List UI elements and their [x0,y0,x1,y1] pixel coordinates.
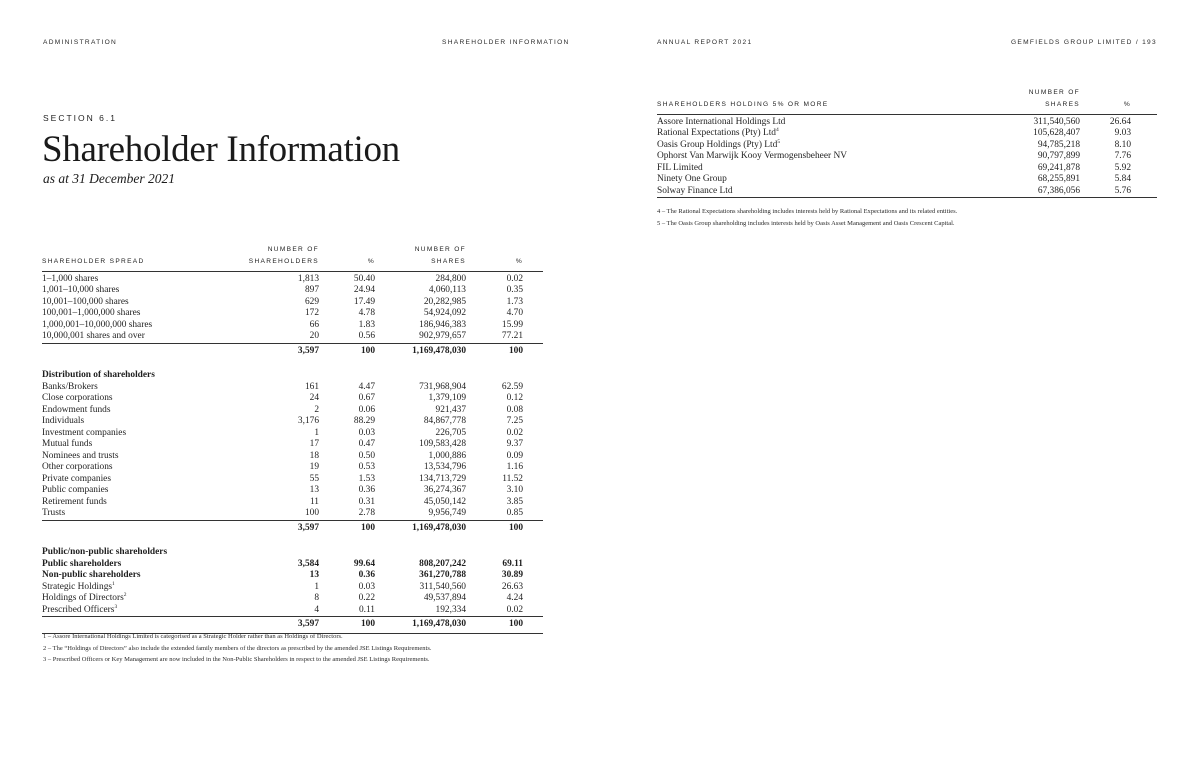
row-label: Investment companies [42,427,127,438]
footnote-marker: 5 [777,138,781,145]
row-value: 26.63 [501,581,523,592]
table-row [42,331,543,343]
row-value: 54,924,092 [423,308,466,318]
row-label: 1,000,001–10,000,000 shares [42,319,153,330]
table-row [42,582,543,594]
footnote-marker: 3 [114,603,118,610]
row-value: 226,705 [435,427,466,438]
running-header-report: ANNUAL REPORT 2021 [657,39,753,46]
row-value: 13 [309,485,319,495]
total-value: 100 [319,617,375,634]
row-value: 0.85 [506,508,523,518]
table-row [42,508,543,520]
table-row [657,117,1157,129]
row-value: 1,813 [297,273,319,284]
table-row [42,451,543,463]
row-value: 20,282,985 [423,296,466,307]
row-label: 100,001–1,000,000 shares [42,308,141,318]
row-value: 8 [314,593,319,603]
table-row [42,274,543,286]
row-label-text: Strategic Holdings [42,581,113,592]
row-label: Other corporations [42,462,113,472]
shareholder-spread-table [42,244,543,634]
row-value: 1.73 [506,296,523,307]
table-row [657,151,1157,163]
total-value: 3,597 [242,520,319,536]
row-value: 0.02 [506,427,523,438]
shareholder-name [657,186,1000,198]
row-value: 629 [304,296,319,307]
row-value: 0.22 [358,593,375,603]
page-subtitle: as at 31 December 2021 [43,171,175,186]
table-row [657,128,1157,140]
shareholder-name [657,151,1000,163]
total-value: 1,169,478,030 [375,520,466,536]
row-value: 69.11 [502,558,523,569]
row-value: 84,867,778 [423,416,466,426]
total-value: 100 [466,520,543,536]
total-value: 3,597 [242,617,319,634]
holders-footnotes [657,206,957,229]
row-value: 186,946,383 [419,319,466,330]
row-value: 11.52 [502,473,523,484]
row-value: 0.53 [358,462,375,472]
row-value: 1,379,109 [428,393,466,403]
row-label: Mutual funds [42,439,93,449]
row-value: 17.49 [353,296,375,307]
running-header-section: SHAREHOLDER INFORMATION [442,39,570,46]
major-shareholders-table [657,87,1157,198]
total-value: 1,169,478,030 [375,343,466,359]
row-label-text: Prescribed Officers [42,604,115,615]
row-label: Individuals [42,416,85,426]
page-title: Shareholder Information [42,129,400,170]
total-row [42,520,543,536]
row-label: Retirement funds [42,496,107,507]
row-value: 361,270,788 [419,570,466,580]
row-value: 0.02 [506,604,523,615]
shares-value: 105,628,407 [1033,128,1080,138]
table-row [42,297,543,309]
table-row [42,320,543,332]
shareholder-name-text: Rational Expectations (Pty) Ltd [657,128,776,138]
shareholder-name [657,128,1000,140]
shareholder-name [657,163,1000,175]
header-percent: % [367,257,375,265]
row-value: 0.56 [358,331,375,341]
total-label-empty [42,343,242,359]
row-value: 0.36 [358,570,375,580]
row-label: 1–1,000 shares [42,273,99,284]
row-value: 3,176 [297,416,319,426]
row-label: 10,001–100,000 shares [42,296,129,307]
row-value: 0.08 [506,404,523,415]
table-row [42,428,543,440]
total-value: 100 [319,343,375,359]
row-value: 4.70 [506,308,523,318]
row-value: 99.64 [353,558,375,569]
table-row [42,462,543,474]
header-number-of: NUMBER OF [267,246,319,253]
shareholder-name-text: FIL Limited [657,162,703,173]
holders-table-body [657,115,1157,198]
shares-value: 68,255,891 [1037,174,1080,184]
table-row [42,416,543,428]
table-row [42,439,543,451]
row-value: 88.29 [353,416,375,426]
header-percent: % [1123,100,1131,108]
row-value: 0.06 [358,404,375,415]
row-value: 1,000,886 [428,450,466,461]
shareholder-name [657,174,1000,186]
total-value: 100 [319,520,375,536]
percent-value: 9.03 [1114,128,1131,138]
shareholder-name [657,117,1000,129]
shareholder-name-text: Ophorst Van Marwijk Kooy Vermogensbeheer NV [657,151,847,161]
row-value: 902,979,657 [419,331,466,341]
row-value: 24 [309,393,319,403]
row-value: 4.78 [358,308,375,318]
row-value: 49,537,894 [423,593,466,603]
header-number-of: NUMBER OF [414,246,466,253]
row-value: 66 [309,319,319,330]
row-value: 897 [304,285,319,295]
row-value: 0.31 [358,496,375,507]
row-value: 2.78 [358,508,375,518]
row-value: 55 [309,473,319,484]
running-header-page-number: GEMFIELDS GROUP LIMITED / 193 [1010,39,1157,46]
percent-value: 7.76 [1114,151,1131,161]
row-label: Non-public shareholders [42,570,141,580]
row-value: 13 [309,570,319,580]
spread-table-header [42,244,543,272]
row-value: 1.16 [506,462,523,472]
table-row [657,174,1157,186]
row-label: 1,001–10,000 shares [42,285,120,295]
row-value: 0.03 [358,581,375,592]
row-label [42,605,242,617]
row-value: 0.11 [358,604,375,615]
row-value: 284,800 [435,273,466,284]
spread-table-body [42,272,543,634]
shareholder-name-text: Solway Finance Ltd [657,185,733,196]
percent-value: 8.10 [1114,139,1131,150]
header-number-of: NUMBER OF [1028,89,1080,96]
percent-value: 5.76 [1080,186,1157,198]
shareholder-name-text: Assore International Holdings Ltd [657,116,786,127]
footnote: 4 – The Rational Expectations shareholding includes interests held by Rational Expectations and its related entities. [657,208,958,215]
row-value: 20 [309,331,319,341]
row-label: Endowment funds [42,404,111,415]
row-value: 0.36 [358,485,375,495]
table-row [42,308,543,320]
row-value: 921,437 [435,404,466,415]
table-row [42,405,543,417]
row-value: 4,060,113 [428,285,466,295]
row-label: Banks/Brokers [42,381,98,392]
row-value: 18 [309,450,319,461]
row-value: 77.21 [501,331,523,341]
header-shareholder-spread: SHAREHOLDER SPREAD [42,257,145,265]
row-label [42,593,242,605]
row-value: 50.40 [353,273,375,284]
row-value: 311,540,560 [419,581,466,592]
row-value: 192,334 [435,604,466,615]
total-value: 100 [466,343,543,359]
public-nonpublic-heading [42,542,543,559]
row-value: 100 [304,508,319,518]
section-heading-text: Distribution of shareholders [42,370,155,380]
row-value: 0.35 [506,285,523,295]
row-value: 36,274,367 [423,485,466,495]
total-value: 100 [466,617,543,634]
total-value: 3,597 [242,343,319,359]
percent-value: 26.64 [1109,116,1131,127]
row-value: 3,584 [297,558,319,569]
row-value: 30.89 [501,570,523,580]
row-value: 0.03 [358,427,375,438]
row-label: Public companies [42,485,109,495]
row-label: Nominees and trusts [42,450,119,461]
table-row [42,497,543,509]
distribution-heading [42,365,543,382]
header-shares: SHARES [1045,100,1080,108]
shareholder-name-text: Ninety One Group [657,174,727,184]
row-value: 19 [309,462,319,472]
row-value: 62.59 [501,381,523,392]
section-label: SECTION 6.1 [43,113,117,123]
footnote: 1 – Assore International Holdings Limited is categorised as a Strategic Holder rather than as Holdings of Directors. [43,633,343,640]
row-value: 45,050,142 [423,496,466,507]
holders-table-header [657,87,1157,115]
table-row [657,186,1157,198]
shares-value: 311,540,560 [1033,116,1080,127]
table-row [657,140,1157,152]
row-value: 109,583,428 [419,439,466,449]
row-value: 17 [309,439,319,449]
row-value: 0.50 [358,450,375,461]
table-row [42,382,543,394]
row-value: 172 [304,308,319,318]
table-row [42,474,543,486]
percent-value: 5.84 [1114,174,1131,184]
table-row [42,605,543,617]
row-value: 0.47 [358,439,375,449]
table-row [42,285,543,297]
row-value: 2 [314,404,319,415]
total-value: 1,169,478,030 [375,617,466,634]
footnote: 3 – Prescribed Officers or Key Management are now included in the Non-Public Shareholders in respect to the amended JSE Listings Requirements. [43,656,430,663]
footnote: 5 – The Oasis Group shareholding includes interests held by Oasis Asset Management and Oasis Crescent Capital. [657,219,955,227]
header-major-shareholders: SHAREHOLDERS HOLDING 5% OR MORE [657,100,829,108]
running-header-left: ADMINISTRATION [43,39,118,46]
row-label [42,582,242,594]
row-value: 808,207,242 [419,558,466,569]
footnote-marker: 2 [123,591,127,598]
row-value: 0.12 [506,393,523,403]
row-label-text: Holdings of Directors [42,593,124,603]
row-label: Public shareholders [42,558,122,569]
row-label: Trusts [42,508,66,518]
total-row [42,343,543,359]
row-value: 4 [314,604,319,615]
row-label: 10,000,001 shares and over [42,331,145,341]
total-label-empty [42,520,242,536]
row-value: 3.85 [506,496,523,507]
row-value: 0.09 [506,450,523,461]
shareholder-name-text: Oasis Group Holdings (Pty) Ltd [657,139,778,150]
row-value: 13,534,796 [423,462,466,472]
row-value: 1.53 [358,473,375,484]
row-value: 3.10 [506,485,523,495]
row-value: 1.83 [358,319,375,330]
footnote-marker: 1 [112,580,115,587]
row-value: 1 [314,581,319,592]
table-row [42,485,543,497]
shares-value: 69,241,878 [1037,162,1080,173]
header-shareholders: SHAREHOLDERS [248,257,319,265]
shares-value: 94,785,218 [1037,139,1080,150]
row-value: 7.25 [506,416,523,426]
nonpublic-row [42,570,543,582]
row-value: 9,956,749 [428,508,466,518]
row-label: Close corporations [42,393,113,403]
section-heading-text: Public/non-public shareholders [42,547,168,557]
spread-footnotes [43,631,432,666]
row-value: 134,713,729 [419,473,466,484]
shares-value: 67,386,056 [1000,186,1080,198]
shares-value: 90,797,899 [1037,151,1080,161]
row-value: 4.24 [506,593,523,603]
row-value: 11 [309,496,319,507]
shareholder-name [657,140,1000,152]
row-value: 0.02 [506,273,523,284]
row-value: 4.47 [358,381,375,392]
row-value: 0.67 [358,393,375,403]
table-row [42,393,543,405]
header-percent: % [515,257,523,265]
footnote-marker: 4 [776,126,779,133]
row-value: 15.99 [501,319,523,330]
row-label: Private companies [42,473,111,484]
percent-value: 5.92 [1114,162,1131,173]
public-row [42,559,543,571]
table-row [657,163,1157,175]
header-shares: SHARES [431,257,466,265]
row-value: 161 [304,381,319,392]
row-value: 731,968,904 [419,381,466,392]
row-value: 1 [314,427,319,438]
row-value: 9.37 [506,439,523,449]
row-value: 24.94 [353,285,375,295]
footnote: 2 – The “Holdings of Directors” also include the extended family members of the directors as prescribed by the amended JSE Listings Requirements. [43,644,432,652]
